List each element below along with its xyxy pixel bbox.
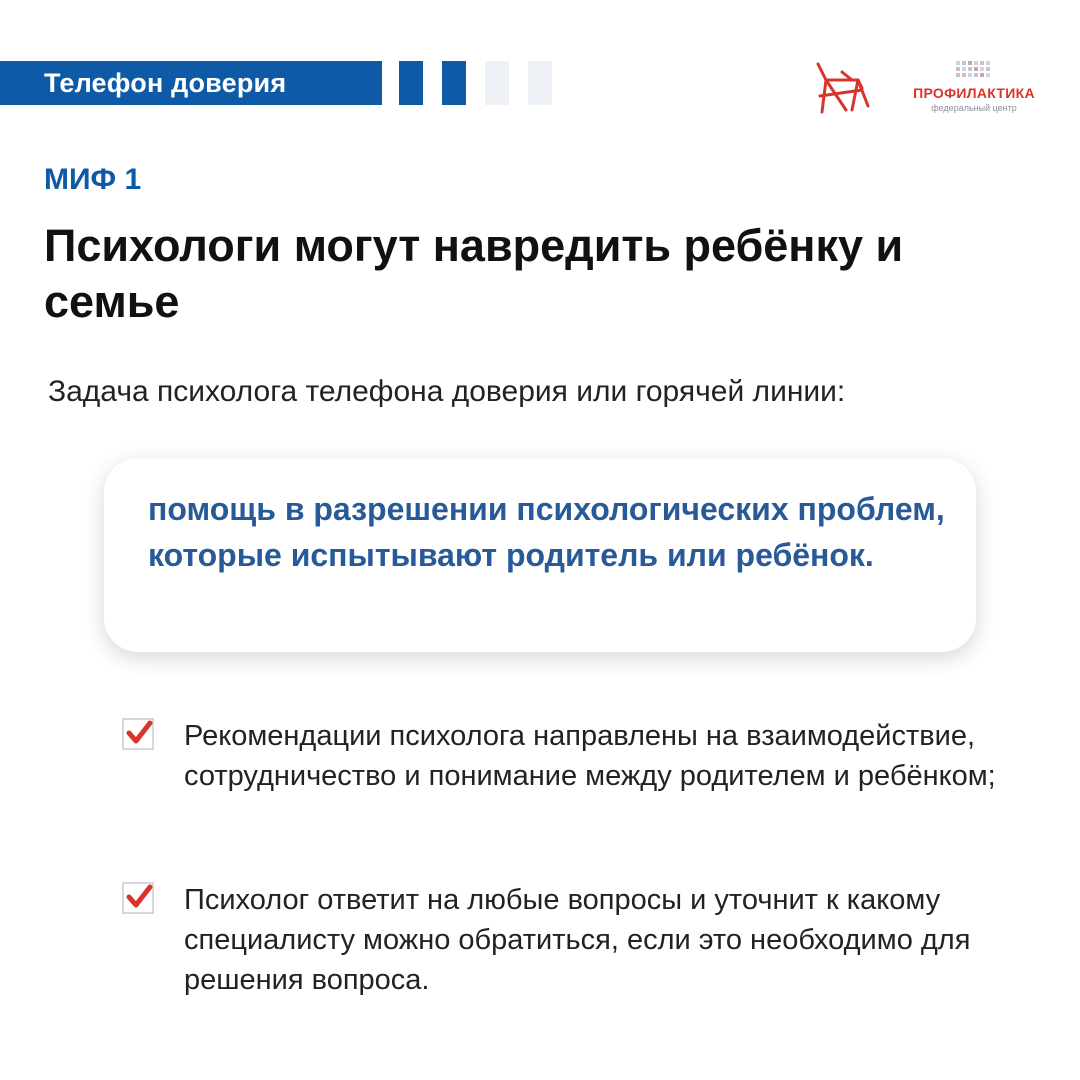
logo-grid-icon [956,61,992,81]
intro-text: Задача психолога телефона доверия или горячей линии: [48,375,846,408]
list-item-text: Рекомендации психолога направлены на взаимодействие, сотрудничество и понимание между родителем и ребёнком; [184,720,996,792]
myth-label: МИФ 1 [44,163,142,196]
header-stripe [442,61,466,105]
header-stripe [485,61,509,105]
list-item-text: Психолог ответит на любые вопросы и уточнит к какому специалисту можно обратиться, если это необходимо для решения вопроса. [184,884,971,996]
chair-icon [812,60,874,116]
page-title: Психологи могут навредить ребёнку и семье [44,220,904,327]
header-bar [0,61,382,105]
highlight-card-text: помощь в разрешении психологических проблем, которые испытывают родитель или ребёнок. [148,491,945,573]
header-stripe [528,61,552,105]
logo-subtitle: федеральный центр [931,103,1017,113]
header-stripe [399,61,423,105]
highlight-card [104,458,976,652]
checkbox-checked-icon [122,882,154,914]
checkbox-checked-icon [122,718,154,750]
header-title: Телефон доверия [44,68,287,98]
logo-name: ПРОФИЛАКТИКА [913,85,1035,101]
